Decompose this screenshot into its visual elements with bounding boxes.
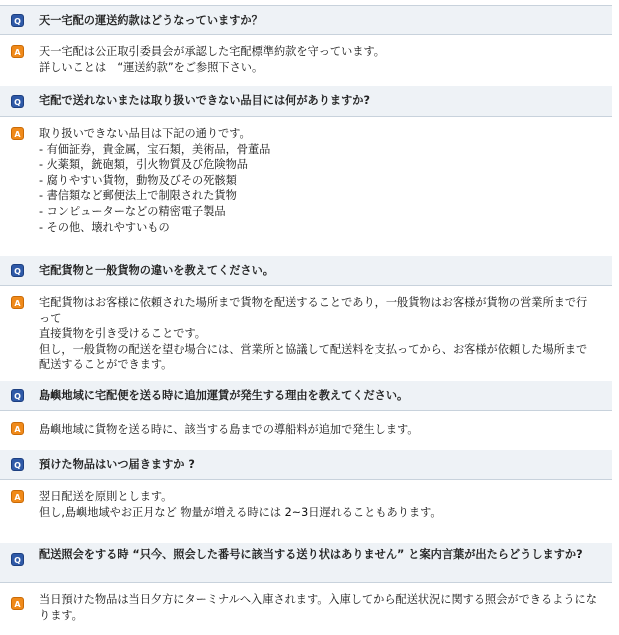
answer-icon: A xyxy=(11,296,24,309)
answer-icon: A xyxy=(11,45,24,58)
faq-answer-text xyxy=(39,295,598,373)
faq-question-row[interactable] xyxy=(0,256,612,286)
answer-icon: A xyxy=(11,422,24,435)
answer-line: - 腐りやすい貨物，動物及びその死骸類 xyxy=(39,173,237,187)
faq-question-text[interactable]: 配送照会をする時 “只今、照会した番号に該当する送り状はありません” と案内言葉が出たらどうしますか? xyxy=(39,548,583,561)
question-icon: Q xyxy=(11,458,24,471)
faq-question-row[interactable] xyxy=(0,381,612,411)
question-icon: Q xyxy=(11,553,24,566)
question-icon: Q xyxy=(11,264,24,277)
answer-icon: A xyxy=(11,597,24,610)
answer-line: 島嶼地域に貨物を送る時に、該当する島までの導船料が追加で発生します。 xyxy=(39,423,419,436)
question-icon: Q xyxy=(11,389,24,402)
faq-question-row[interactable] xyxy=(0,543,612,583)
answer-line: 取り扱いできない品目は下記の通りです。 xyxy=(39,127,251,140)
answer-line: 但し，一般貨物の配送を望む場合には、営業所と協議して配送料を支払ってから、お客様が依頼した場所まで配送することができます。 xyxy=(39,342,588,372)
answer-line: 当日預けた物品は当日夕方にターミナルへ入庫されます。入庫してから配送状況に関する照会ができるようになります。 xyxy=(39,593,597,622)
answer-line: 天一宅配は公正取引委員会が承認した宅配標準約款を守っています。 xyxy=(39,45,385,58)
answer-line: 但し,島嶼地域やお正月など 物量が増える時には 2~3日遅れることもあります。 xyxy=(39,505,442,519)
faq-answer-row xyxy=(0,584,612,632)
answer-line: - 書信類など郵便法上で制限された貨物 xyxy=(39,189,237,203)
faq-answer-text xyxy=(39,126,598,235)
question-icon: Q xyxy=(11,14,24,27)
answer-icon: A xyxy=(11,127,24,140)
faq-answer-row xyxy=(0,412,612,449)
faq-answer-row xyxy=(0,481,612,543)
faq-answer-text xyxy=(39,422,598,438)
answer-line: - 火薬類，銃砲類，引火物質及び危険物品 xyxy=(39,158,248,172)
answer-line: - その他、壊れやすいもの xyxy=(39,220,170,234)
faq-question-row[interactable] xyxy=(0,450,612,480)
faq-question-text[interactable]: 島嶼地域に宅配便を送る時に追加運賃が発生する理由を教えてください。 xyxy=(39,389,409,402)
faq-answer-row xyxy=(0,36,612,84)
faq-answer-text xyxy=(39,489,598,520)
faq-question-text[interactable]: 預けた物品はいつ届きますか ? xyxy=(39,458,195,471)
faq-question-row[interactable] xyxy=(0,5,612,35)
answer-line: 宅配貨物はお客様に依頼された場所まで貨物を配送することであり，一般貨物はお客様が貨物の営業所まで行って xyxy=(39,296,588,325)
faq-answer-row xyxy=(0,287,612,380)
question-icon: Q xyxy=(11,95,24,108)
faq-answer-text xyxy=(39,44,598,75)
answer-line: 翌日配送を原則とします。 xyxy=(39,490,173,503)
faq-answer-text xyxy=(39,592,598,623)
faq-question-text[interactable]: 宅配で送れないまたは取り扱いできない品目には何がありますか? xyxy=(39,94,370,107)
faq-question-row[interactable] xyxy=(0,86,612,117)
answer-line: 詳しいことは “運送約款”をご参照下さい。 xyxy=(39,60,264,74)
answer-line: - 有価証券，貴金属，宝石類，美術品，骨董品 xyxy=(39,142,271,156)
answer-icon: A xyxy=(11,490,24,503)
answer-line: 直接貨物を引き受けることです。 xyxy=(39,327,206,341)
faq-question-text[interactable]: 宅配貨物と一般貨物の違いを教えてください。 xyxy=(39,264,274,277)
answer-line: - コンピューターなどの精密電子製品 xyxy=(39,204,226,218)
faq-question-text[interactable]: 天一宅配の運送約款はどうなっていますか？ xyxy=(39,14,263,27)
faq-answer-row xyxy=(0,118,612,256)
